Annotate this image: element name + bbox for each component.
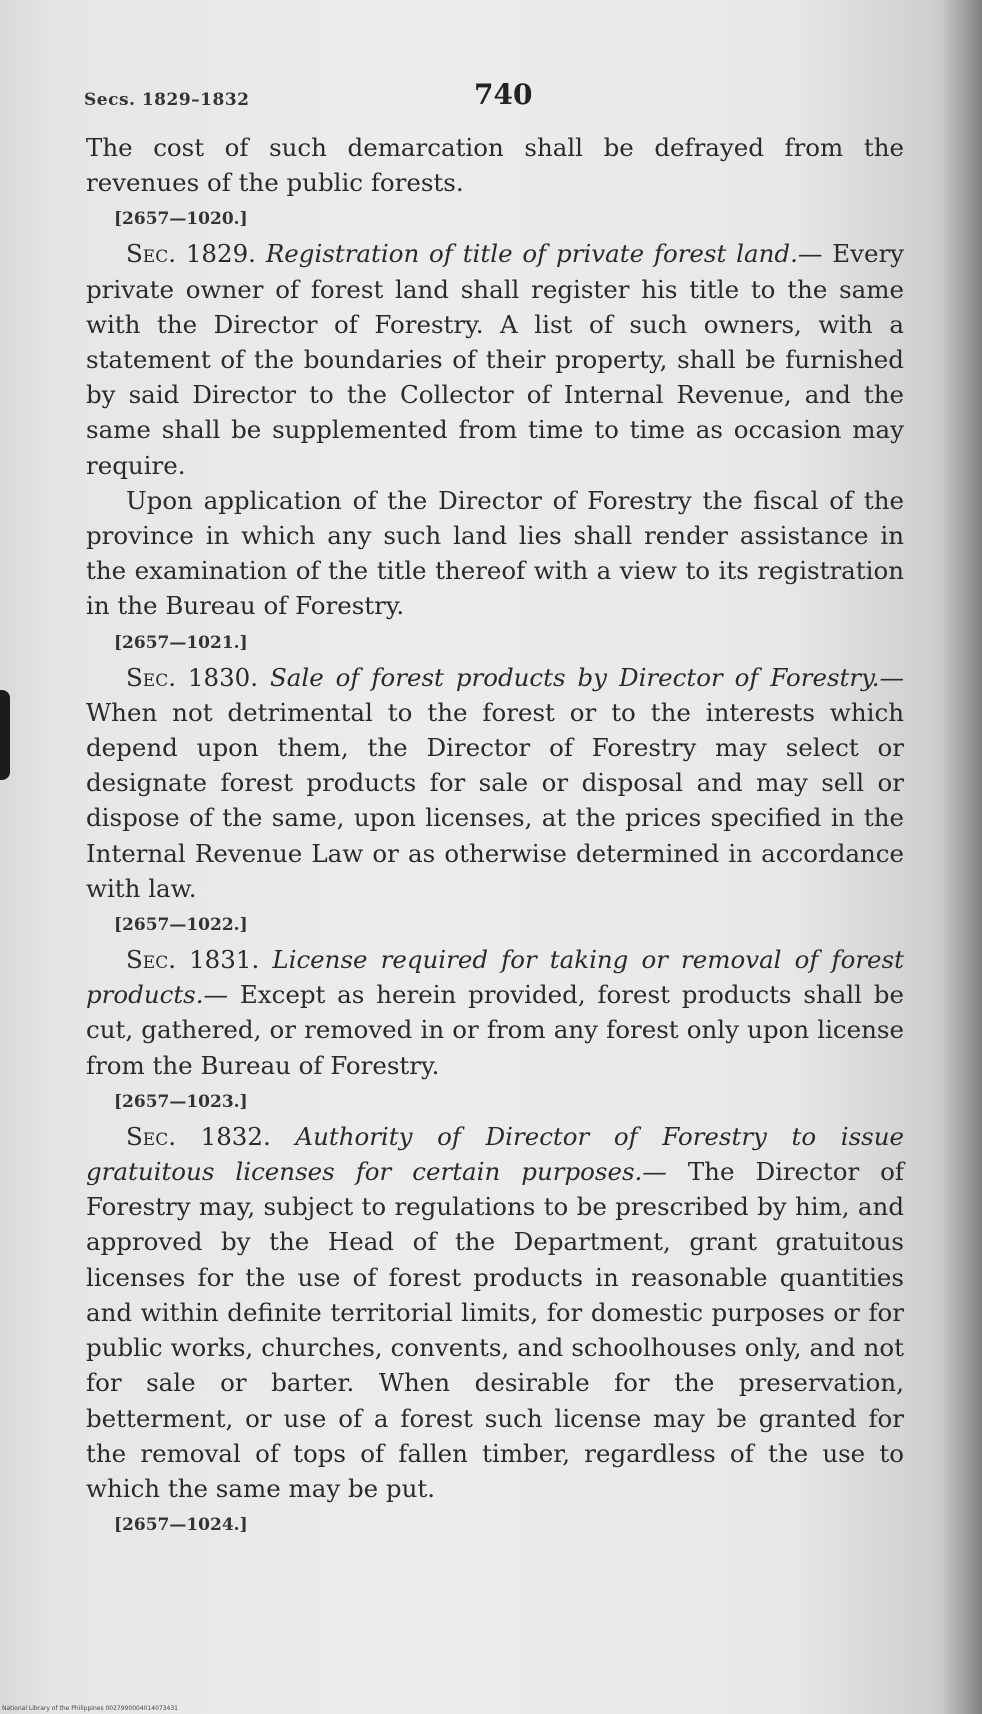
section-1831	[86, 942, 904, 1083]
citation-1023: [2657—1023.]	[114, 1091, 248, 1112]
page-number: 740	[474, 78, 533, 111]
page-header	[84, 78, 904, 118]
citation-1022: [2657—1022.]	[114, 915, 248, 936]
section-text: When not detrimental to the forest or to the interests which depend upon them, the Director of Forestry may select or designate forest products for sale or disposal and may sell or dispose of the same, upon licenses, at the prices specified in the Internal Revenue Law or as otherwise determined in accordance with law.	[86, 697, 904, 903]
paragraph-demarcation-cost: The cost of such demarcation shall be defrayed from the revenues of the public forests.	[86, 133, 904, 198]
section-label: Sec. 1829.	[126, 239, 256, 269]
citation-1024: [2657—1024.]	[114, 1515, 248, 1536]
section-caption: License required for taking or removal of forest products.—	[86, 945, 904, 1010]
section-1832	[86, 1119, 904, 1506]
citation-1021: [2657—1021.]	[114, 632, 248, 653]
section-text: Every private owner of forest land shall register his title to the same with the Director of Forestry. A list of such owners, with a statement of the boundaries of their property, shall be furnished by said Director to the Collector of Internal Revenue, and the same shall be supplemented from time to time as occasion may require.	[86, 239, 904, 480]
running-head: Secs. 1829–1832	[84, 90, 250, 110]
section-caption: Registration of title of private forest land.—	[265, 239, 823, 269]
section-caption: Sale of forest products by Director of Forestry.—	[270, 662, 904, 692]
page-body	[86, 130, 904, 1542]
section-label: Sec. 1832.	[126, 1121, 271, 1151]
section-1829-paragraph-2: Upon application of the Director of Forestry the fiscal of the province in which any such land lies shall render assistance in the examination of the title thereof with a view to its registration in the Bureau of Forestry.	[86, 485, 904, 621]
section-text: The Director of Forestry may, subject to regulations to be prescribed by him, and approved by the Head of the Department, grant gratuitous licenses for the use of forest products in reasonable quantities and within definite territorial limits, for domestic purposes or for public works, churches, convents, and schoolhouses only, and not for sale or barter. When desirable for the preservation, betterment, or use of a forest such license may be granted for the removal of tops of fallen timber, regardless of the use to which the same may be put.	[86, 1157, 904, 1503]
library-stamp: National Library of the Philippines 0027990004014073431	[2, 1705, 179, 1712]
section-text: Except as herein provided, forest products shall be cut, gathered, or removed in or from any forest only upon license from the Bureau of Forestry.	[86, 980, 904, 1080]
section-label: Sec. 1830.	[126, 662, 259, 692]
section-1830	[86, 660, 904, 906]
page-edge-shadow	[942, 0, 982, 1714]
section-caption: Authority of Director of Forestry to issue gratuitous licenses for certain purposes.—	[86, 1121, 904, 1187]
binding-mark	[0, 690, 10, 780]
section-label: Sec. 1831.	[126, 945, 260, 975]
section-1829	[86, 236, 904, 482]
citation-1020: [2657—1020.]	[114, 209, 248, 230]
